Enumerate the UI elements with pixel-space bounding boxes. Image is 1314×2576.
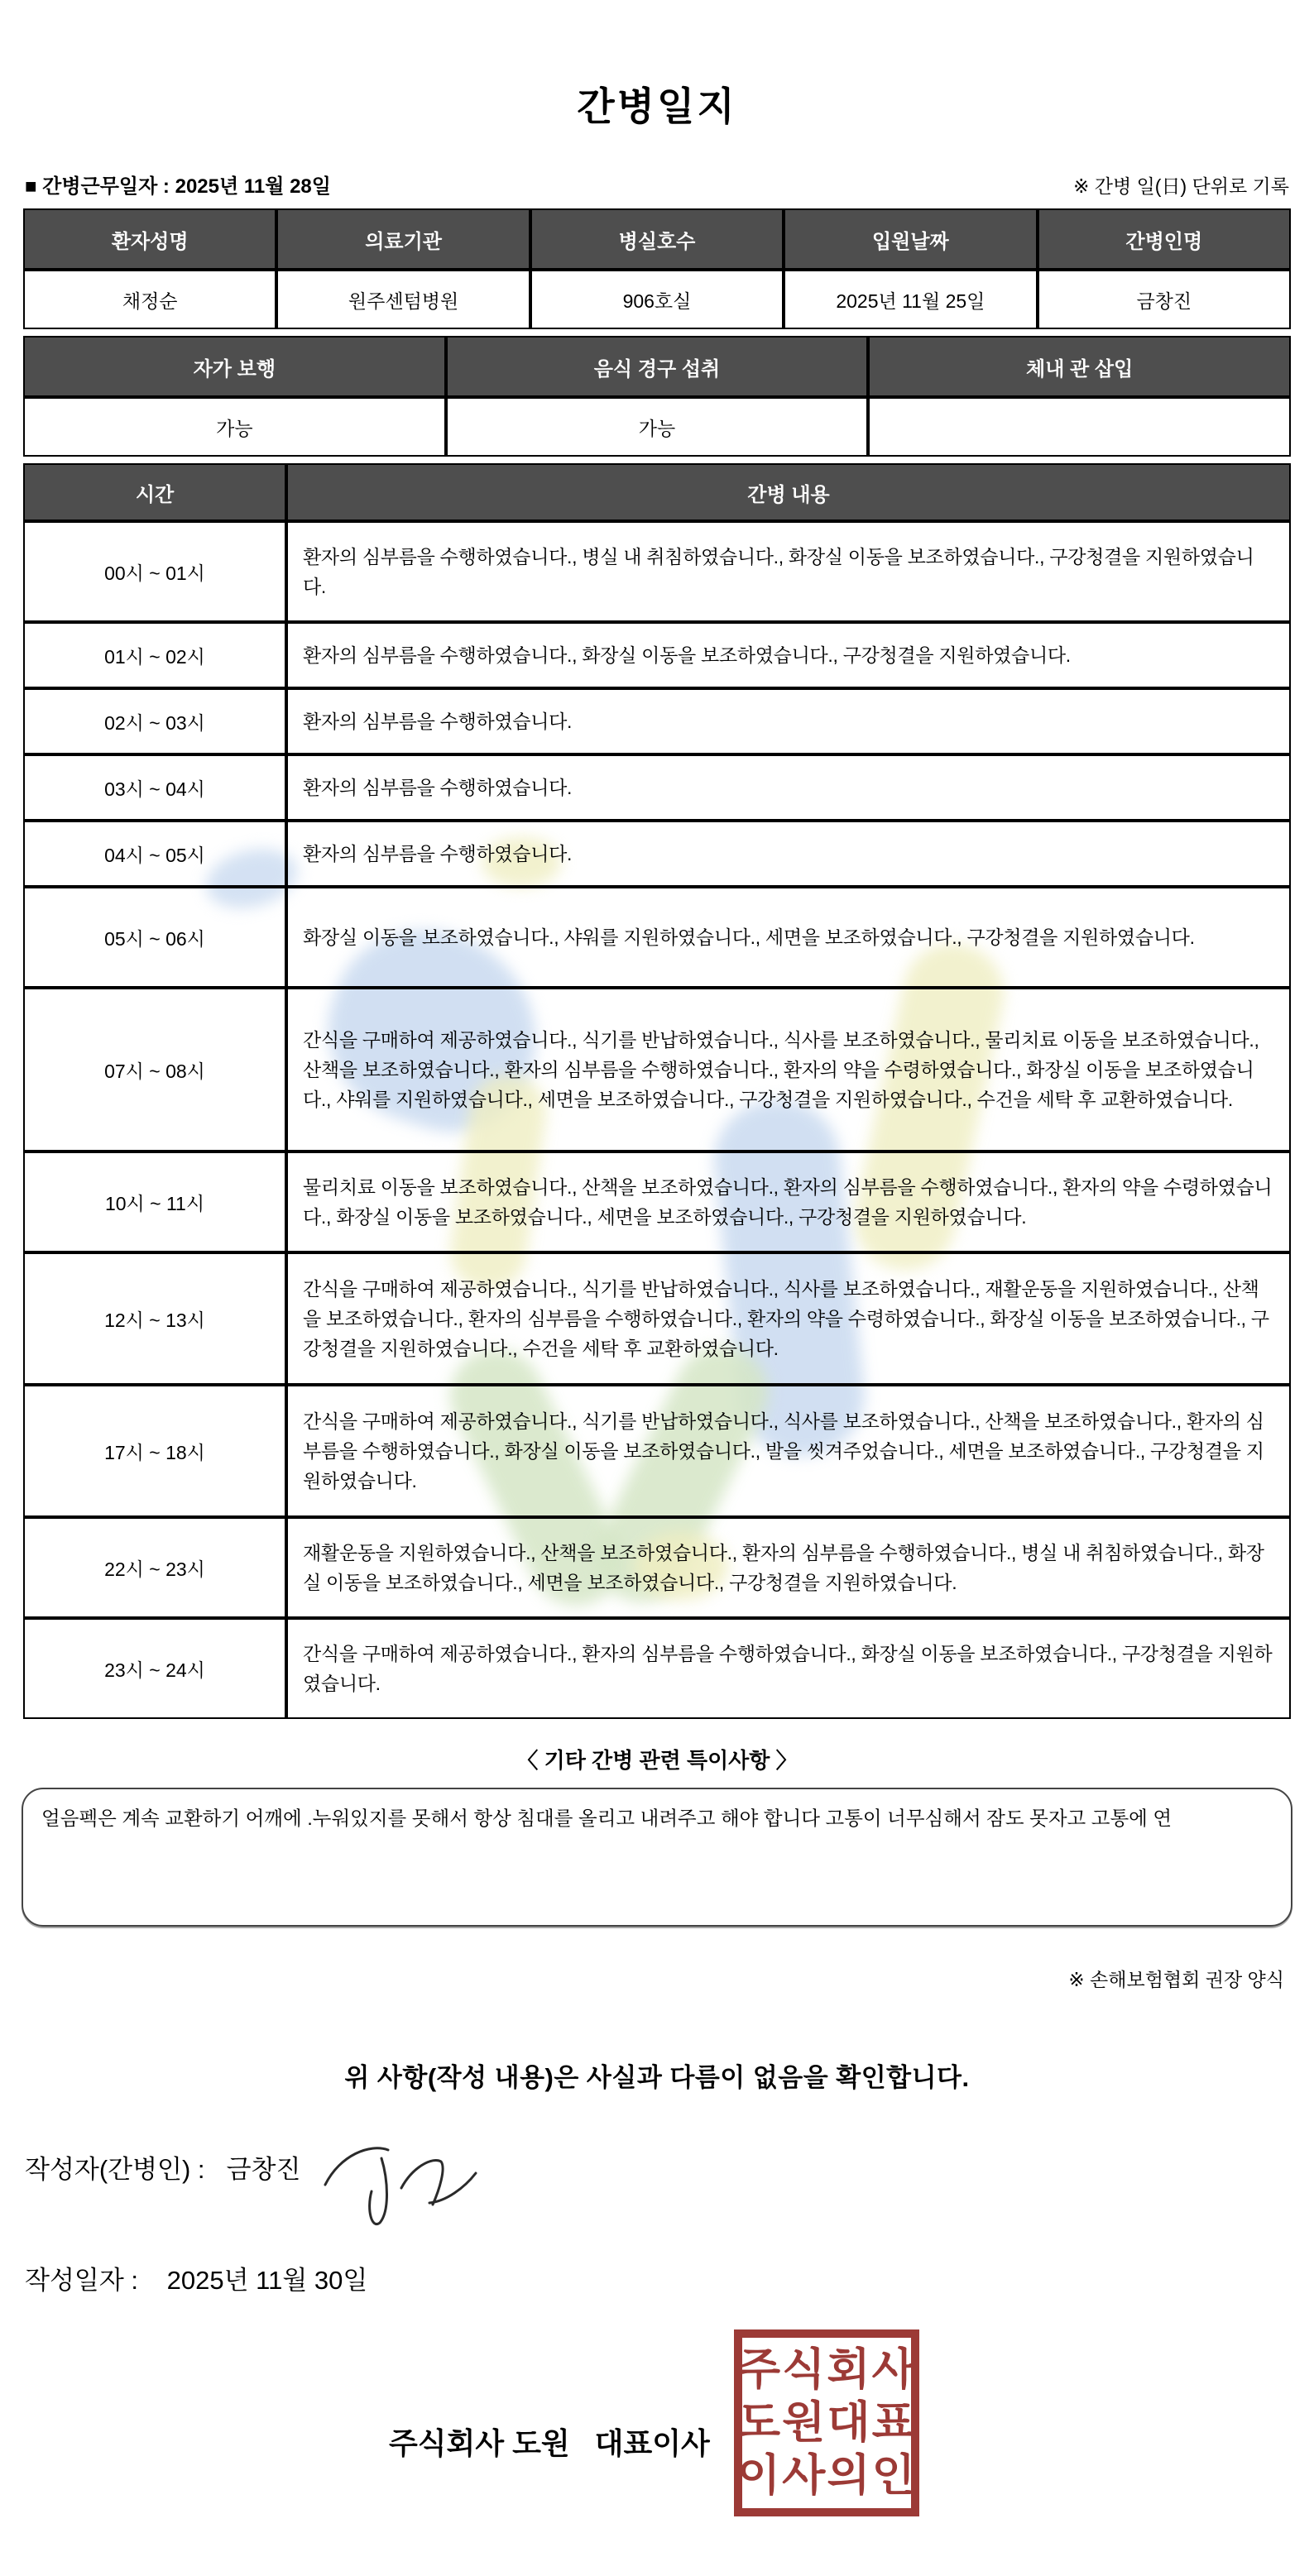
log-time: 07시 ~ 08시 <box>23 988 286 1152</box>
log-content: 환자의 심부름을 수행하였습니다., 병실 내 취침하였습니다., 화장실 이동을 보조하였습니다., 구강청결을 지원하였습니다. <box>286 521 1291 622</box>
care-log-table <box>23 463 1291 1719</box>
hospital-name: 원주센텀병원 <box>276 270 530 329</box>
log-content: 간식을 구매하여 제공하였습니다., 식기를 반납하였습니다., 식사를 보조하였습니다., 재활운동을 지원하였습니다., 산책을 보조하였습니다., 환자의 심부름을 수행하였습니다., 환자의 약을 수령하였습니다., 화장실 이동을 보조하였습니다., 구강청결을 지원하였습니다., 수건을 세탁 후 교환하였습니다. <box>286 1252 1291 1385</box>
log-row <box>23 1618 1291 1719</box>
log-row <box>23 821 1291 887</box>
meta-line <box>25 170 1289 199</box>
log-content: 환자의 심부름을 수행하였습니다., 화장실 이동을 보조하였습니다., 구강청결을 지원하였습니다. <box>286 622 1291 688</box>
log-time: 04시 ~ 05시 <box>23 821 286 887</box>
company-block <box>0 2311 1314 2576</box>
patient-info-table <box>23 208 1291 329</box>
log-content: 간식을 구매하여 제공하였습니다., 식기를 반납하였습니다., 식사를 보조하였습니다., 물리치료 이동을 보조하였습니다., 산책을 보조하였습니다., 환자의 심부름을 수행하였습니다., 환자의 약을 수령하였습니다., 화장실 이동을 보조하였습니다., 샤워를 지원하였습니다., 세면을 보조하였습니다., 구강청결을 지원하였습니다., 수건을 세탁 후 교환하였습니다. <box>286 988 1291 1152</box>
writer-name: 금창진 <box>226 2155 301 2184</box>
log-content: 간식을 구매하여 제공하였습니다., 환자의 심부름을 수행하였습니다., 화장실 이동을 보조하였습니다., 구강청결을 지원하였습니다. <box>286 1618 1291 1719</box>
seal-text-line: 도원대표 <box>736 2398 917 2447</box>
status-table <box>23 336 1291 457</box>
tube-inserted <box>868 397 1291 457</box>
log-row <box>23 1385 1291 1517</box>
log-time: 05시 ~ 06시 <box>23 887 286 988</box>
col-header: 간병인명 <box>1038 208 1291 270</box>
notes-title: 〈 기타 간병 관련 특이사항 〉 <box>516 1748 798 1773</box>
writer-label: 작성자(간병인) : <box>25 2155 205 2184</box>
col-header: 환자성명 <box>23 208 276 270</box>
log-content: 화장실 이동을 보조하였습니다., 샤워를 지원하였습니다., 세면을 보조하였습니다., 구강청결을 지원하였습니다. <box>286 887 1291 988</box>
walk-ability: 가능 <box>23 397 446 457</box>
log-row <box>23 688 1291 754</box>
admission-date: 2025년 11월 25일 <box>784 270 1037 329</box>
oral-intake: 가능 <box>446 397 869 457</box>
col-header: 입원날짜 <box>784 208 1037 270</box>
page-title: 간병일지 <box>577 84 737 128</box>
log-time: 00시 ~ 01시 <box>23 521 286 622</box>
form-note: ※ 손해보험협회 권장 양식 <box>1068 1969 1284 1990</box>
status-header-row <box>23 336 1291 397</box>
log-time: 22시 ~ 23시 <box>23 1517 286 1618</box>
caregiver-name: 금창진 <box>1038 270 1291 329</box>
notes-content: 얼음펙은 계속 교환하기 어깨에 .누워있지를 못해서 항상 침대를 올리고 내려주고 해야 합니다 고통이 너무심해서 잠도 못자고 고통에 연 <box>41 1808 1173 1829</box>
log-row <box>23 887 1291 988</box>
company-seal-stamp <box>734 2329 919 2516</box>
log-time: 17시 ~ 18시 <box>23 1385 286 1517</box>
patient-header-row <box>23 208 1291 270</box>
log-content: 간식을 구매하여 제공하였습니다., 식기를 반납하였습니다., 식사를 보조하였습니다., 산책을 보조하였습니다., 환자의 심부름을 수행하였습니다., 화장실 이동을 보조하였습니다., 발을 씻겨주었습니다., 세면을 보조하였습니다., 구강청결을 지원하였습니다. <box>286 1385 1291 1517</box>
notes-box <box>22 1788 1292 1927</box>
log-time: 10시 ~ 11시 <box>23 1152 286 1252</box>
log-header-row <box>23 463 1291 521</box>
room-number: 906호실 <box>530 270 784 329</box>
log-row <box>23 1252 1291 1385</box>
work-date-line <box>25 170 331 199</box>
log-content: 환자의 심부름을 수행하였습니다. <box>286 754 1291 821</box>
signature <box>315 2137 481 2234</box>
log-row <box>23 1517 1291 1618</box>
write-date-line <box>25 2259 1314 2296</box>
log-time: 12시 ~ 13시 <box>23 1252 286 1385</box>
col-header: 의료기관 <box>276 208 530 270</box>
log-row <box>23 521 1291 622</box>
unit-note: ※ 간병 일(日) 단위로 기록 <box>1073 175 1289 197</box>
work-date-label: ■ 간병근무일자 : <box>25 175 170 198</box>
col-header-content: 간병 내용 <box>286 463 1291 521</box>
log-content: 재활운동을 지원하였습니다., 산책을 보조하였습니다., 환자의 심부름을 수행하였습니다., 병실 내 취침하였습니다., 화장실 이동을 보조하였습니다., 세면을 보조하였습니다., 구강청결을 지원하였습니다. <box>286 1517 1291 1618</box>
log-row <box>23 754 1291 821</box>
log-content: 환자의 심부름을 수행하였습니다. <box>286 821 1291 887</box>
col-header: 음식 경구 섭취 <box>446 336 869 397</box>
patient-name: 채정순 <box>23 270 276 329</box>
log-content: 물리치료 이동을 보조하였습니다., 산책을 보조하였습니다., 환자의 심부름을 수행하였습니다., 환자의 약을 수령하였습니다., 화장실 이동을 보조하였습니다., 세면을 보조하였습니다., 구강청결을 지원하였습니다. <box>286 1152 1291 1252</box>
patient-value-row <box>23 270 1291 329</box>
col-header: 병실호수 <box>530 208 784 270</box>
status-value-row <box>23 397 1291 457</box>
col-header: 체내 관 삽입 <box>868 336 1291 397</box>
confirmation-statement: 위 사항(작성 내용)은 사실과 다름이 없음을 확인합니다. <box>344 2063 970 2092</box>
log-time: 03시 ~ 04시 <box>23 754 286 821</box>
log-content: 환자의 심부름을 수행하였습니다. <box>286 688 1291 754</box>
write-date-value: 2025년 11월 30일 <box>166 2266 368 2295</box>
log-time: 23시 ~ 24시 <box>23 1618 286 1719</box>
col-header: 자가 보행 <box>23 336 446 397</box>
company-name: 주식회사 도원 대표이사 <box>389 2426 710 2460</box>
work-date-value: 2025년 11월 28일 <box>175 175 331 198</box>
log-time: 01시 ~ 02시 <box>23 622 286 688</box>
log-row <box>23 1152 1291 1252</box>
seal-text-line: 주식회사 <box>736 2345 917 2394</box>
col-header-time: 시간 <box>23 463 286 521</box>
writer-line <box>25 2148 1314 2234</box>
write-date-label: 작성일자 : <box>25 2266 139 2295</box>
seal-text-line: 이사의인 <box>736 2451 917 2500</box>
log-row <box>23 622 1291 688</box>
log-row <box>23 988 1291 1152</box>
log-time: 02시 ~ 03시 <box>23 688 286 754</box>
